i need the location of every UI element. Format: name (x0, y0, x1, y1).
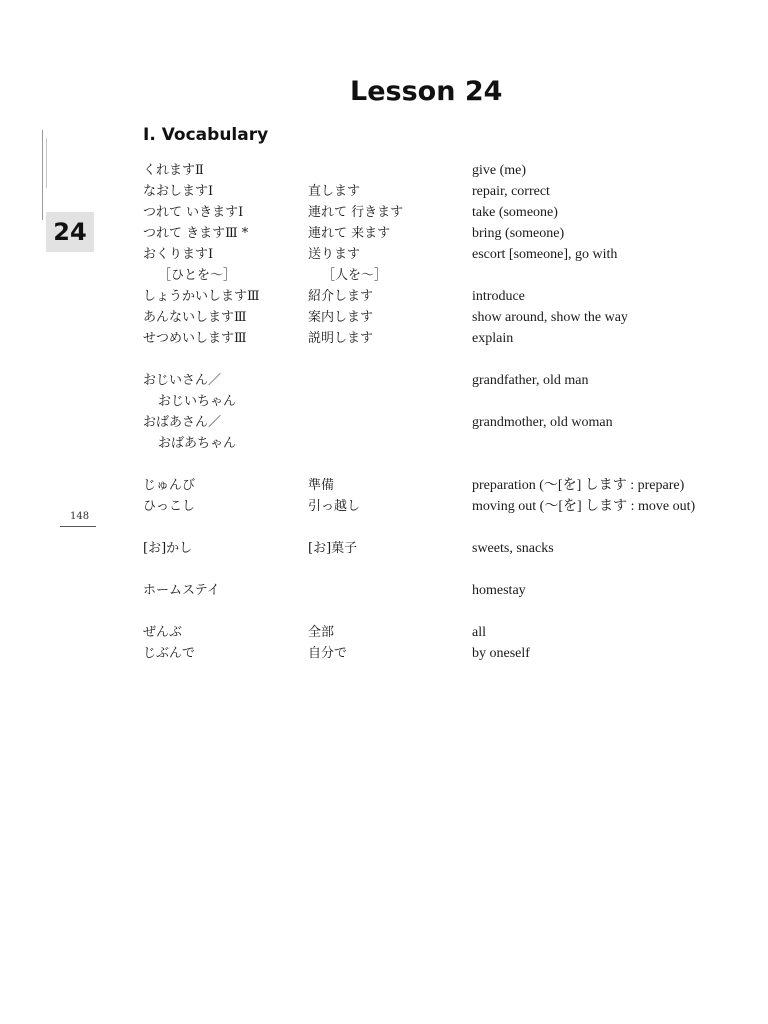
vocab-kanji: 自分で (308, 646, 348, 661)
vocab-row (0, 475, 768, 496)
vocab-kana: おじいさん／ (143, 373, 222, 388)
vocab-kana: じゅんび (143, 478, 196, 493)
vocab-english: bring (someone) (472, 226, 565, 241)
vocab-row (0, 412, 768, 433)
vocab-row (0, 496, 768, 517)
vocab-english: show around, show the way (472, 310, 628, 325)
vocab-kanji: 送ります (308, 247, 361, 262)
vocab-row (0, 223, 768, 244)
vocab-english: by oneself (472, 646, 530, 661)
vocab-row (0, 181, 768, 202)
vocab-english: moving out (～[を] します : move out) (472, 499, 696, 514)
vocab-row (0, 391, 768, 412)
vocab-english: homestay (472, 583, 526, 598)
vocab-kana: じぶんで (143, 646, 196, 661)
vocab-row (0, 328, 768, 349)
vocab-kana: なおしますⅠ (143, 184, 214, 199)
vocab-row (0, 286, 768, 307)
vocab-kanji: 直します (308, 184, 361, 199)
vocab-row (0, 433, 768, 454)
vocab-row (0, 307, 768, 328)
vocab-english: grandfather, old man (472, 373, 589, 388)
vocab-row (0, 643, 768, 664)
vocab-kana: あんないしますⅢ (143, 310, 247, 325)
vocab-kanji: 案内します (308, 310, 374, 325)
vocab-english: sweets, snacks (472, 541, 554, 556)
vocab-kanji: ［人を～］ (322, 268, 388, 283)
vocab-english: all (472, 625, 486, 640)
chapter-tab: 24 (46, 212, 94, 252)
vocab-kana: おばあさん／ (143, 415, 222, 430)
vocab-kanji: 準備 (308, 478, 335, 493)
vocab-row (0, 244, 768, 265)
vocab-kanji: 引っ越し (308, 499, 361, 514)
vocab-kanji: 紹介します (308, 289, 374, 304)
vocab-english: repair, correct (472, 184, 550, 199)
vocab-row (0, 265, 768, 286)
vocab-kana: くれますⅡ (143, 163, 204, 178)
vocab-kanji: [お]菓子 (308, 541, 358, 556)
vocab-english: introduce (472, 289, 525, 304)
vocab-row (0, 160, 768, 181)
vocab-kana: ［ひとを～］ (158, 268, 237, 283)
vocab-row (0, 622, 768, 643)
vocab-kana: ホームステイ (143, 583, 220, 598)
vocab-kana: [お]かし (143, 541, 193, 556)
vocab-kanji: 連れて 行きます (308, 205, 404, 220)
vocab-english: escort [someone], go with (472, 247, 618, 262)
vocab-row (0, 580, 768, 601)
vocab-row (0, 538, 768, 559)
vocab-kana: つれて いきますⅠ (143, 205, 244, 220)
vocab-kana: しょうかいしますⅢ (143, 289, 260, 304)
vocab-english: take (someone) (472, 205, 558, 220)
vocab-kanji: 全部 (308, 625, 335, 640)
section-heading: I. Vocabulary (143, 125, 269, 145)
vocab-kana: おばあちゃん (158, 436, 237, 451)
vocab-kana: おくりますⅠ (143, 247, 214, 262)
vocab-english: preparation (～[を] します : prepare) (472, 478, 685, 493)
page-number-rule (60, 526, 96, 527)
vocab-kana: ひっこし (143, 499, 196, 514)
vocab-english: give (me) (472, 163, 527, 178)
vocab-row (0, 202, 768, 223)
vocab-kana: おじいちゃん (158, 394, 237, 409)
vocab-row (0, 370, 768, 391)
lesson-title: Lesson 24 (350, 76, 503, 107)
page-number: 148 (70, 511, 90, 522)
vocab-kana: つれて きますⅢ * (143, 226, 249, 241)
vocab-kana: ぜんぶ (143, 625, 183, 640)
vocab-kanji: 連れて 来ます (308, 226, 391, 241)
vocab-english: grandmother, old woman (472, 415, 613, 430)
vocab-kana: せつめいしますⅢ (143, 331, 247, 346)
vocab-kanji: 説明します (308, 331, 374, 346)
vocab-english: explain (472, 331, 514, 346)
